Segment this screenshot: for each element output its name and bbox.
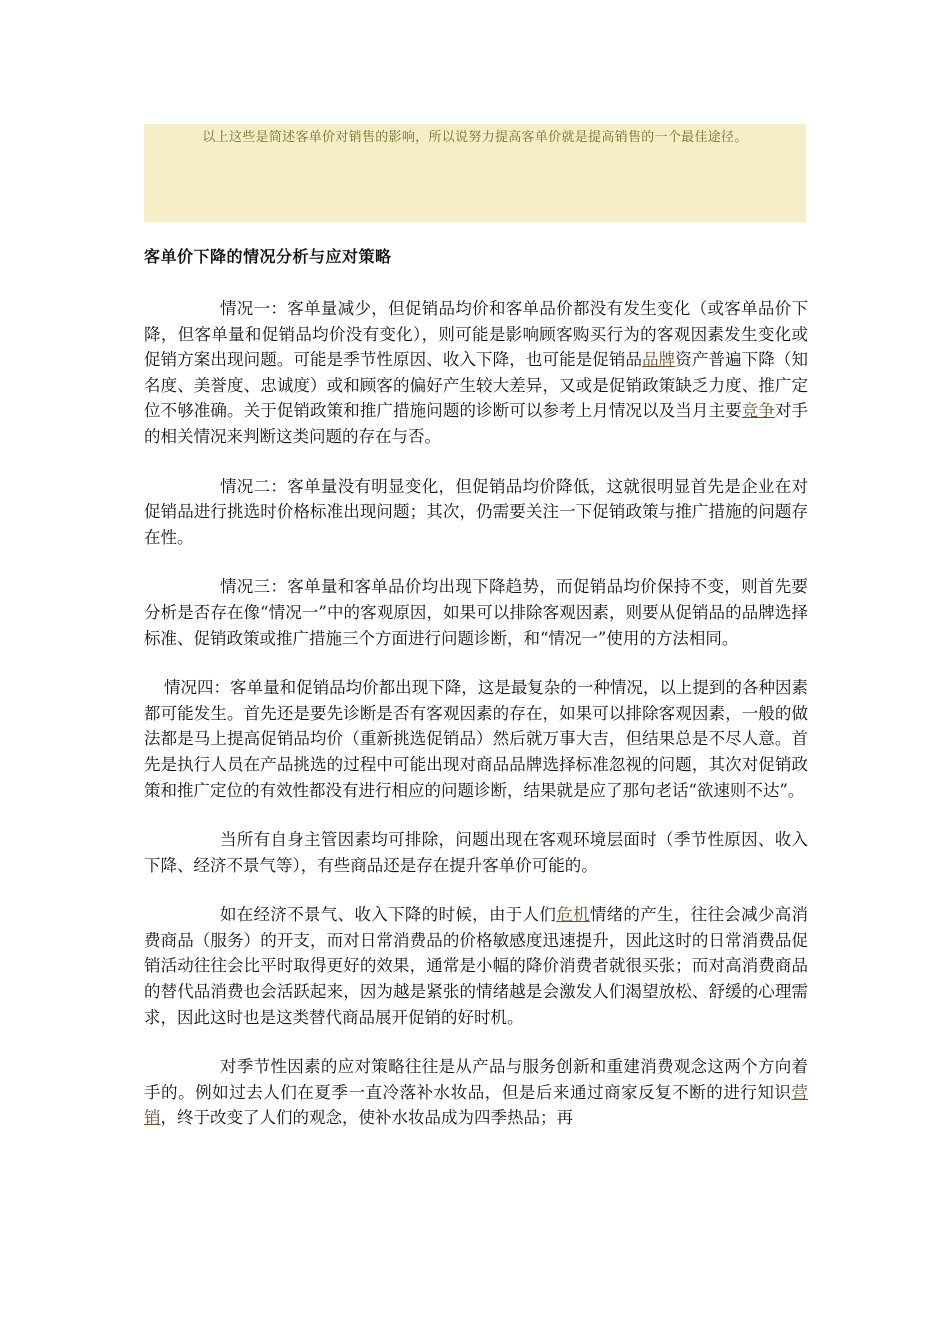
highlight-note-box	[144, 124, 806, 222]
crisis-link[interactable]: 危机	[556, 905, 590, 925]
section-title: 客单价下降的情况分析与应对策略	[144, 247, 392, 266]
paragraph-objective-factors: 当所有自身主管因素均可排除，问题出现在客观环境层面时（季节性原因、收入下降、经济不景气等），有些商品还是存在提升客单价可能的。	[144, 830, 808, 875]
paragraph-case-three: 情况三：客单量和客单品价均出现下降趋势，而促销品均价保持不变，则首先要分析是否存在像“情况一”中的客观原因，如果可以排除客观因素，则要从促销品的品牌选择标准、促销政策或推广措施三个方面进行问题诊断，和“情况一”使用的方法相同。	[144, 577, 808, 648]
paragraph-economic-downturn	[144, 902, 808, 1030]
paragraph-case-four: 情况四：客单量和促销品均价都出现下降，这是最复杂的一种情况，以上提到的各种因素都可能发生。首先还是要先诊断是否有客观因素的存在，如果可以排除客观因素，一般的做法都是马上提高促销品均价（重新挑选促销品）然后就万事大吉，但结果总是不尽人意。首先是执行人员在产品挑选的过程中可能出现对商品品牌选择标准忽视的问题，其次对促销政策和推广定位的有效性都没有进行相应的问题诊断，结果就是应了那句老话“欲速则不达”。	[144, 678, 808, 800]
paragraph-text: 情况一：客单量减少，但促销品均价和客单品价都没有发生变化（或客单品价下降，但客单量和促销品均价没有变化），则可能是影响顾客购买行为的客观因素发生变化或促销方案出现问题。可能是季节性原因、收入下降，也可能是促销品	[144, 299, 808, 370]
paragraph-text: 对季节性因素的应对策略往往是从产品与服务创新和重建消费观念这两个方向着手的。例如过去人们在夏季一直冷落补水妆品，但是后来通过商家反复不断的进行知识	[144, 1057, 808, 1102]
paragraph-text: ，终于改变了人们的观念，使补水妆品成为四季热品；再	[160, 1108, 573, 1128]
article-body	[144, 244, 808, 1155]
marketing-link[interactable]: 营销	[144, 1082, 808, 1128]
competition-link[interactable]: 竞争	[741, 401, 775, 421]
paragraph-text: 如在经济不景气、收入下降的时候，由于人们	[220, 905, 557, 925]
paragraph-seasonal-strategy	[144, 1054, 808, 1131]
note-text: 以上这些是简述客单价对销售的影响，所以说努力提高客单价就是提高销售的一个最佳途径。	[202, 130, 748, 145]
paragraph-text: 情绪的产生，往往会减少高消费商品（服务）的开支，而对日常消费品的价格敏感度迅速提升，因此这时的日常消费品促销活动往往会比平时取得更好的效果，通常是小幅的降价消费者就很买张；而对高消费商品的替代品消费也会活跃起来，因为越是紧张的情绪越是会激发人们渴望放松、舒缓的心理需求，因此这时也是这类替代商品展开促销的好时机。	[144, 905, 809, 1027]
paragraph-text: 对手的相关情况来判断这类问题的存在与否。	[144, 401, 809, 446]
paragraph-case-two: 情况二：客单量没有明显变化，但促销品均价降低，这就很明显首先是企业在对促销品进行挑选时价格标准出现问题；其次，仍需要关注一下促销政策与推广措施的问题存在性。	[144, 476, 808, 547]
paragraph-text: 资产普遍下降（知名度、美誉度、忠诚度）或和顾客的偏好产生较大差异，又或是促销政策缺乏力度、推广定位不够准确。关于促销政策和推广措施问题的诊断可以参考上月情况以及当月主要	[144, 350, 809, 421]
paragraph-case-one	[144, 296, 808, 450]
brand-link[interactable]: 品牌	[642, 350, 676, 370]
